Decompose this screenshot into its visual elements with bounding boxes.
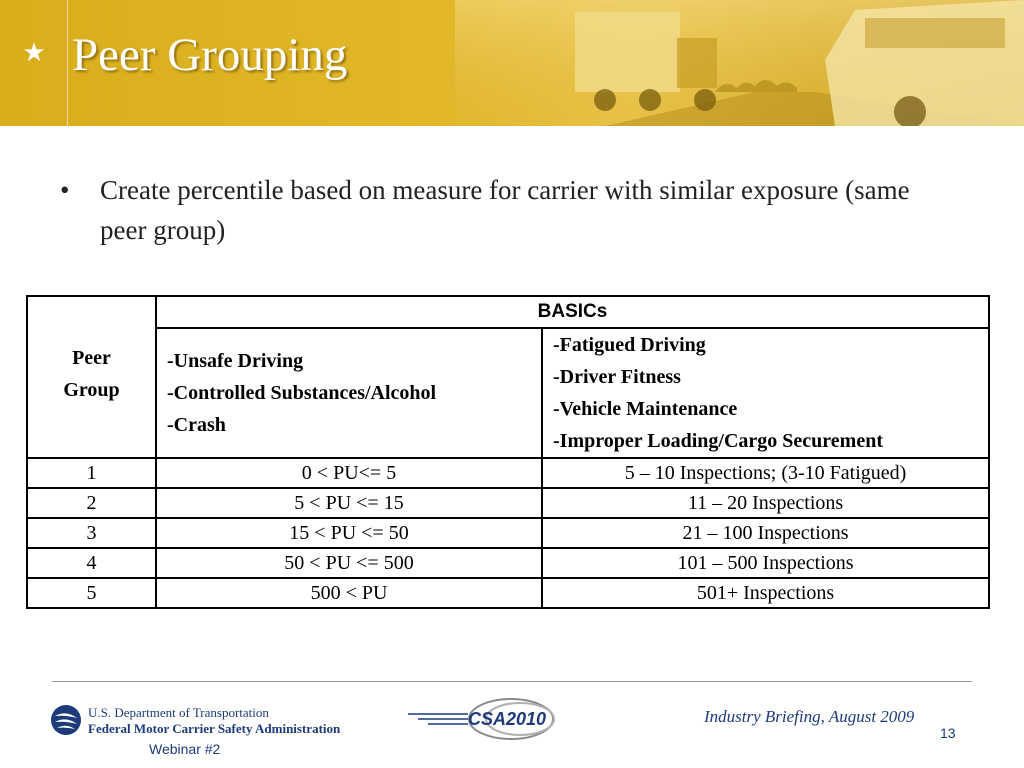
briefing-label: Industry Briefing, August 2009: [704, 707, 915, 726]
peer-header-line: Peer: [72, 347, 111, 369]
trucks-photo: [455, 0, 1024, 126]
bullet-text: Create percentile based on measure for carrier with similar exposure (same peer group): [100, 175, 910, 245]
category-item: -Vehicle Maintenance: [553, 398, 738, 420]
right-categories-cell: [542, 328, 989, 458]
category-item: -Driver Fitness: [553, 366, 681, 388]
group-cell: 4: [27, 548, 156, 578]
pu-range-cell: 50 < PU <= 500: [156, 548, 542, 578]
basics-header: BASICs: [156, 296, 989, 328]
webinar-label: Webinar #2: [149, 741, 221, 757]
star-icon: ★: [22, 38, 46, 68]
banner-divider: [67, 0, 68, 126]
dot-name-line2: Federal Motor Carrier Safety Administration: [88, 721, 341, 736]
slide-title: Peer Grouping: [72, 29, 348, 81]
inspections-cell: 101 – 500 Inspections: [542, 548, 989, 578]
dot-eagle-logo-icon: [50, 704, 82, 736]
group-cell: 2: [27, 488, 156, 518]
category-item: -Unsafe Driving: [167, 350, 304, 372]
group-cell: 5: [27, 578, 156, 608]
table-row: [27, 518, 989, 548]
csa-logo-text: CSA2010: [468, 709, 547, 729]
table-row: [27, 488, 989, 518]
category-item: -Controlled Substances/Alcohol: [167, 382, 437, 404]
category-item: -Fatigued Driving: [553, 334, 706, 356]
group-cell: 1: [27, 458, 156, 488]
footer-divider: [52, 681, 972, 682]
peer-group-table: [26, 295, 990, 609]
dot-name-line1: U.S. Department of Transportation: [88, 705, 269, 720]
category-item: -Crash: [167, 414, 226, 436]
table-row: [27, 548, 989, 578]
csa2010-logo: [408, 692, 568, 746]
page-number: 13: [940, 725, 956, 741]
pu-range-cell: 0 < PU<= 5: [156, 458, 542, 488]
pu-range-cell: 5 < PU <= 15: [156, 488, 542, 518]
pu-range-cell: 500 < PU: [156, 578, 542, 608]
table-row: [27, 578, 989, 608]
left-categories-cell: [156, 328, 542, 458]
inspections-cell: 501+ Inspections: [542, 578, 989, 608]
inspections-cell: 11 – 20 Inspections: [542, 488, 989, 518]
header-banner: [0, 0, 1024, 126]
group-cell: 3: [27, 518, 156, 548]
peer-group-header: [27, 296, 156, 458]
category-item: -Improper Loading/Cargo Securement: [553, 430, 883, 452]
inspections-cell: 21 – 100 Inspections: [542, 518, 989, 548]
pu-range-cell: 15 < PU <= 50: [156, 518, 542, 548]
group-header-line: Group: [63, 379, 120, 401]
table-row: [27, 458, 989, 488]
inspections-cell: 5 – 10 Inspections; (3-10 Fatigued): [542, 458, 989, 488]
bullet-dot-icon: •: [60, 175, 70, 205]
